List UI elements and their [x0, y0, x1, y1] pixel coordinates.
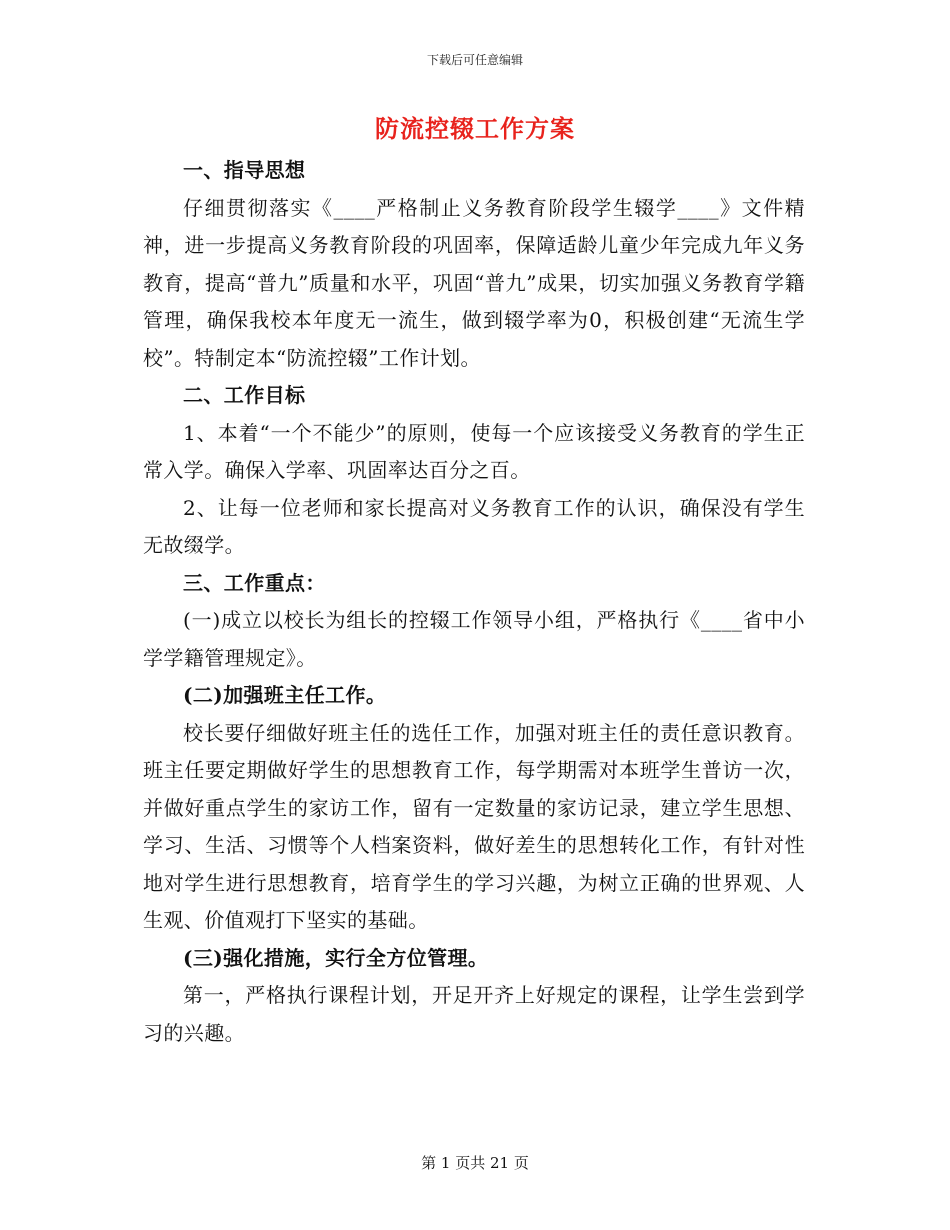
page-header-note: 下载后可任意编辑: [426, 53, 523, 67]
page-number-footer: 第 1 页共 21 页: [421, 1154, 529, 1172]
paragraph-class-teacher-work: 校长要仔细做好班主任的选任工作，加强对班主任的责任意识教育。班主任要定期做好学生的思想教育工作，每学期需对本班学生普访一次，并做好重点学生的家访工作，留有一定数量的家访记录，建立学生思想、学习、生活、习惯等个人档案资料，做好差生的思想转化工作，有针对性地对学生进行思想教育，培育学生的学习兴趣，为树立正确的世界观、人生观、价值观打下坚实的基础。: [143, 720, 805, 932]
paragraph-measure-1: 第一，严格执行课程计划，开足开齐上好规定的课程，让学生尝到学习的兴趣。: [143, 983, 805, 1045]
section-heading-guiding-ideology: 一、指导思想: [183, 158, 306, 182]
section-heading-work-focus: 三、工作重点：: [183, 570, 326, 595]
paragraph-goal-2: 2、让每一位老师和家长提高对义务教育工作的认识，确保没有学生无故缀学。: [143, 495, 805, 557]
paragraph-goal-1: 1、本着“一个不能少”的原则，使每一个应该接受义务教育的学生正常入学。确保入学率、巩固率达百分之百。: [143, 420, 805, 482]
subheading-class-teacher-work: (二)加强班主任工作。: [183, 683, 387, 707]
paragraph-focus-1: (一)成立以校长为组长的控辍工作领导小组，严格执行《____省中小学学籍管理规定》。: [143, 608, 805, 670]
subheading-strengthen-measures: (三)强化措施，实行全方位管理。: [183, 945, 489, 970]
section-heading-work-goals: 二、工作目标: [183, 383, 306, 407]
document-body: [143, 152, 805, 1052]
paragraph-guiding-ideology: 仔细贯彻落实《____严格制止义务教育阶段学生辍学____》文件精神，进一步提高义务教育阶段的巩固率，保障适龄儿童少年完成九年义务教育，提高“普九”质量和水平，巩固“普九”成果，切实加强义务教育学籍管理，确保我校本年度无一流生，做到辍学率为0，积极创建“无流生学校”。特制定本“防流控辍”工作计划。: [143, 195, 805, 370]
document-title: 防流控辍工作方案: [375, 114, 575, 143]
